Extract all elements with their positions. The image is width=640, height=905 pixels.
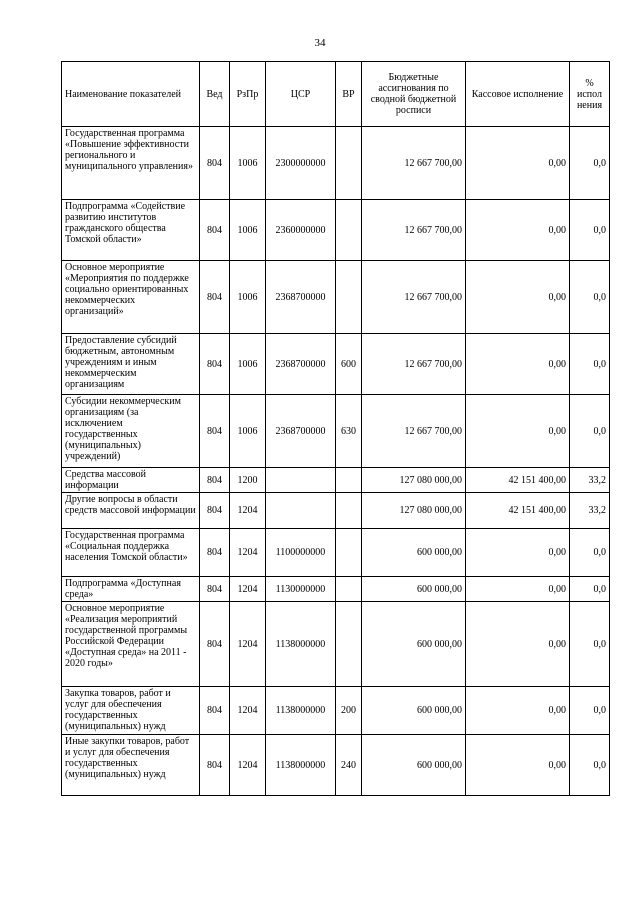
header-rzpr: РзПр bbox=[230, 62, 266, 127]
table-row bbox=[62, 334, 610, 395]
cell-ved: 804 bbox=[200, 687, 230, 735]
cell-rzpr: 1006 bbox=[230, 127, 266, 200]
header-name: Наименование показателей bbox=[62, 62, 200, 127]
cell-ved: 804 bbox=[200, 577, 230, 602]
cell-csr: 2368700000 bbox=[266, 334, 336, 395]
cell-name: Основное мероприятие «Реализация мероприятий государственной программы Российской Федерации «Доступная среда» на 2011 - 2020 годы» bbox=[62, 602, 200, 687]
cell-vr bbox=[336, 127, 362, 200]
header-budget: Бюджетные ассигнования по сводной бюджетной росписи bbox=[362, 62, 466, 127]
cell-budget: 12 667 700,00 bbox=[362, 334, 466, 395]
cell-csr: 2300000000 bbox=[266, 127, 336, 200]
cell-name: Закупка товаров, работ и услуг для обеспечения государственных (муниципальных) нужд bbox=[62, 687, 200, 735]
cell-vr bbox=[336, 261, 362, 334]
cell-vr bbox=[336, 529, 362, 577]
cell-rzpr: 1006 bbox=[230, 200, 266, 261]
cell-ved: 804 bbox=[200, 200, 230, 261]
cell-csr bbox=[266, 468, 336, 493]
cell-budget: 12 667 700,00 bbox=[362, 261, 466, 334]
table-row bbox=[62, 468, 610, 493]
table-row bbox=[62, 735, 610, 796]
cell-csr bbox=[266, 493, 336, 529]
cell-vr: 200 bbox=[336, 687, 362, 735]
cell-csr: 1100000000 bbox=[266, 529, 336, 577]
table-row bbox=[62, 200, 610, 261]
header-vr: ВР bbox=[336, 62, 362, 127]
cell-csr: 2368700000 bbox=[266, 395, 336, 468]
cell-name: Государственная программа «Социальная поддержка населения Томской области» bbox=[62, 529, 200, 577]
cell-name: Государственная программа «Повышение эффективности регионального и муниципального управления» bbox=[62, 127, 200, 200]
cell-ved: 804 bbox=[200, 334, 230, 395]
cell-csr: 2368700000 bbox=[266, 261, 336, 334]
cell-vr bbox=[336, 602, 362, 687]
cell-budget: 127 080 000,00 bbox=[362, 468, 466, 493]
cell-percent: 0,0 bbox=[570, 200, 610, 261]
cell-cash: 0,00 bbox=[466, 735, 570, 796]
cell-cash: 0,00 bbox=[466, 577, 570, 602]
cell-vr bbox=[336, 468, 362, 493]
cell-budget: 600 000,00 bbox=[362, 577, 466, 602]
cell-ved: 804 bbox=[200, 261, 230, 334]
cell-percent: 0,0 bbox=[570, 395, 610, 468]
cell-percent: 0,0 bbox=[570, 577, 610, 602]
cell-percent: 0,0 bbox=[570, 735, 610, 796]
cell-percent: 0,0 bbox=[570, 261, 610, 334]
cell-cash: 0,00 bbox=[466, 127, 570, 200]
table-row bbox=[62, 577, 610, 602]
cell-name: Подпрограмма «Доступная среда» bbox=[62, 577, 200, 602]
cell-ved: 804 bbox=[200, 127, 230, 200]
table-row bbox=[62, 493, 610, 529]
cell-vr bbox=[336, 493, 362, 529]
cell-ved: 804 bbox=[200, 395, 230, 468]
cell-rzpr: 1006 bbox=[230, 334, 266, 395]
cell-budget: 12 667 700,00 bbox=[362, 200, 466, 261]
page-number: 34 bbox=[314, 37, 326, 49]
header-ved: Вед bbox=[200, 62, 230, 127]
cell-percent: 33,2 bbox=[570, 468, 610, 493]
cell-rzpr: 1204 bbox=[230, 529, 266, 577]
cell-cash: 0,00 bbox=[466, 602, 570, 687]
cell-vr bbox=[336, 577, 362, 602]
cell-rzpr: 1204 bbox=[230, 687, 266, 735]
table-row bbox=[62, 395, 610, 468]
cell-vr: 240 bbox=[336, 735, 362, 796]
cell-vr: 630 bbox=[336, 395, 362, 468]
cell-cash: 42 151 400,00 bbox=[466, 468, 570, 493]
table-header-row bbox=[62, 62, 610, 127]
cell-csr: 1138000000 bbox=[266, 735, 336, 796]
cell-percent: 0,0 bbox=[570, 687, 610, 735]
cell-cash: 42 151 400,00 bbox=[466, 493, 570, 529]
cell-name: Субсидии некоммерческим организациям (за исключением государственных (муниципальных) учреждений) bbox=[62, 395, 200, 468]
cell-rzpr: 1204 bbox=[230, 493, 266, 529]
cell-name: Иные закупки товаров, работ и услуг для обеспечения государственных (муниципальных) нужд bbox=[62, 735, 200, 796]
cell-rzpr: 1006 bbox=[230, 261, 266, 334]
cell-cash: 0,00 bbox=[466, 529, 570, 577]
cell-rzpr: 1204 bbox=[230, 735, 266, 796]
cell-percent: 0,0 bbox=[570, 127, 610, 200]
cell-name: Основное мероприятие «Мероприятия по поддержке социально ориентированных некоммерческих организаций» bbox=[62, 261, 200, 334]
cell-csr: 1138000000 bbox=[266, 602, 336, 687]
header-csr: ЦСР bbox=[266, 62, 336, 127]
budget-table bbox=[61, 61, 610, 796]
table-row bbox=[62, 127, 610, 200]
cell-budget: 12 667 700,00 bbox=[362, 127, 466, 200]
table-row bbox=[62, 529, 610, 577]
cell-name: Другие вопросы в области средств массовой информации bbox=[62, 493, 200, 529]
cell-name: Подпрограмма «Содействие развитию институтов гражданского общества Томской области» bbox=[62, 200, 200, 261]
cell-cash: 0,00 bbox=[466, 261, 570, 334]
cell-rzpr: 1006 bbox=[230, 395, 266, 468]
cell-vr: 600 bbox=[336, 334, 362, 395]
cell-budget: 12 667 700,00 bbox=[362, 395, 466, 468]
cell-budget: 600 000,00 bbox=[362, 735, 466, 796]
table-row bbox=[62, 687, 610, 735]
cell-name: Средства массовой информации bbox=[62, 468, 200, 493]
cell-csr: 1130000000 bbox=[266, 577, 336, 602]
cell-rzpr: 1204 bbox=[230, 577, 266, 602]
header-percent: % испол нения bbox=[570, 62, 610, 127]
cell-ved: 804 bbox=[200, 735, 230, 796]
cell-budget: 600 000,00 bbox=[362, 602, 466, 687]
cell-csr: 1138000000 bbox=[266, 687, 336, 735]
cell-percent: 33,2 bbox=[570, 493, 610, 529]
cell-ved: 804 bbox=[200, 468, 230, 493]
cell-cash: 0,00 bbox=[466, 687, 570, 735]
cell-budget: 600 000,00 bbox=[362, 529, 466, 577]
cell-vr bbox=[336, 200, 362, 261]
cell-ved: 804 bbox=[200, 493, 230, 529]
cell-rzpr: 1204 bbox=[230, 602, 266, 687]
cell-budget: 127 080 000,00 bbox=[362, 493, 466, 529]
cell-budget: 600 000,00 bbox=[362, 687, 466, 735]
cell-ved: 804 bbox=[200, 529, 230, 577]
cell-ved: 804 bbox=[200, 602, 230, 687]
header-cash: Кассовое исполнение bbox=[466, 62, 570, 127]
cell-cash: 0,00 bbox=[466, 200, 570, 261]
cell-name: Предоставление субсидий бюджетным, автономным учреждениям и иным некоммерческим организациям bbox=[62, 334, 200, 395]
table-row bbox=[62, 261, 610, 334]
cell-cash: 0,00 bbox=[466, 395, 570, 468]
cell-percent: 0,0 bbox=[570, 334, 610, 395]
cell-cash: 0,00 bbox=[466, 334, 570, 395]
cell-rzpr: 1200 bbox=[230, 468, 266, 493]
table-row bbox=[62, 602, 610, 687]
cell-percent: 0,0 bbox=[570, 602, 610, 687]
cell-percent: 0,0 bbox=[570, 529, 610, 577]
cell-csr: 2360000000 bbox=[266, 200, 336, 261]
